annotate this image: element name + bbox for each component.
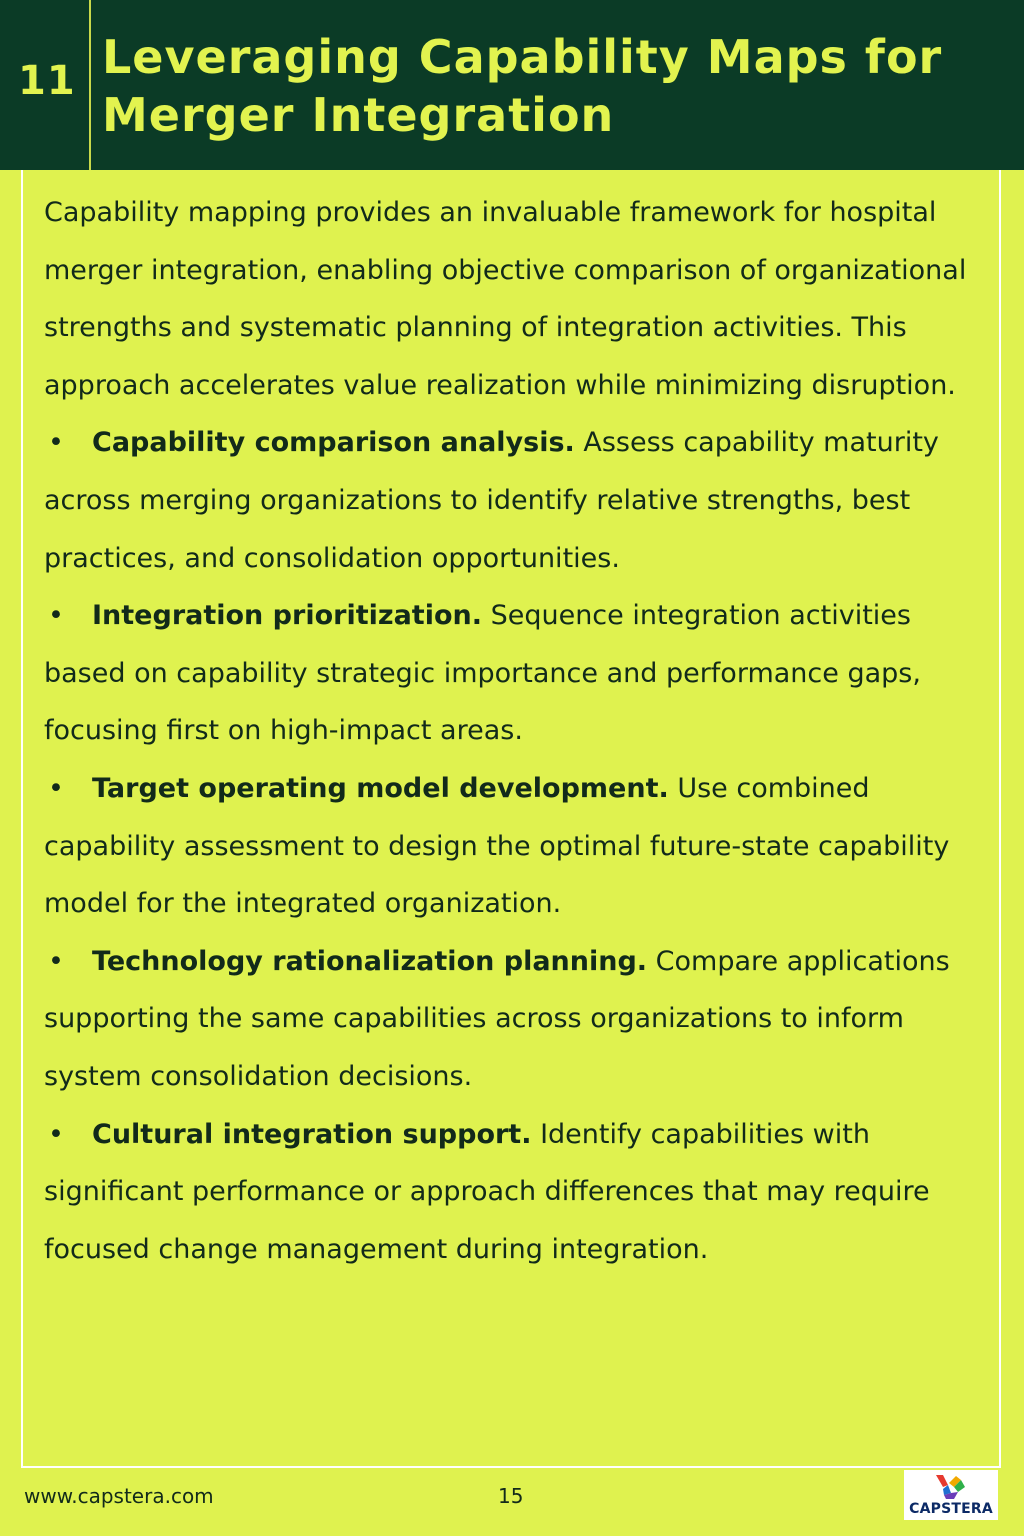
- bullet-heading: Capability comparison analysis.: [92, 427, 575, 459]
- capstera-logo-icon: [934, 1473, 968, 1501]
- bullet-icon: •: [48, 600, 64, 632]
- bullet-text: Assess capability maturity across merging organizations to identify relative strengths, best practices, and consolidation opportunities.: [44, 427, 939, 574]
- bullet-heading: Technology rationalization planning.: [92, 945, 648, 977]
- page-header: [0, 0, 1024, 170]
- chapter-number: 11: [18, 58, 76, 104]
- page-title: Leveraging Capability Maps for Merger Integration: [102, 30, 943, 142]
- footer-website-link[interactable]: www.capstera.com: [24, 1484, 214, 1508]
- logo-wordmark: CAPSTERA: [909, 1501, 993, 1517]
- bullet-item-technology-rationalization: [44, 933, 989, 1106]
- bullet-icon: •: [48, 427, 64, 459]
- bullet-item-capability-comparison: [44, 414, 989, 587]
- bullet-icon: •: [48, 1118, 64, 1150]
- header-divider: [89, 0, 91, 170]
- content-body: [44, 184, 989, 1278]
- page-number: 15: [498, 1484, 524, 1508]
- bullet-item-integration-prioritization: [44, 587, 989, 760]
- bullet-item-cultural-integration: [44, 1106, 989, 1279]
- bullet-icon: •: [48, 945, 64, 977]
- capstera-logo: [904, 1470, 998, 1520]
- bullet-item-target-operating-model: [44, 760, 989, 933]
- bullet-heading: Cultural integration support.: [92, 1118, 532, 1150]
- bullet-heading: Integration prioritization.: [92, 600, 482, 632]
- bullet-text: Compare applications supporting the same capabilities across organizations to inform system consolidation decisions.: [44, 945, 950, 1092]
- bullet-heading: Target operating model development.: [92, 772, 669, 804]
- bullet-icon: •: [48, 772, 64, 804]
- intro-paragraph: Capability mapping provides an invaluable framework for hospital merger integration, enabling objective comparison of organizational strengths and systematic planning of integration activities. This approach accelerates value realization while minimizing disruption.: [44, 197, 967, 401]
- bullet-text: Use combined capability assessment to design the optimal future-state capability model for the integrated organization.: [44, 772, 950, 920]
- bullet-text: Sequence integration activities based on capability strategic importance and performance gaps, focusing first on high-impact areas.: [44, 600, 921, 747]
- bullet-text: Identify capabilities with significant performance or approach differences that may require focused change management during integration.: [44, 1118, 930, 1265]
